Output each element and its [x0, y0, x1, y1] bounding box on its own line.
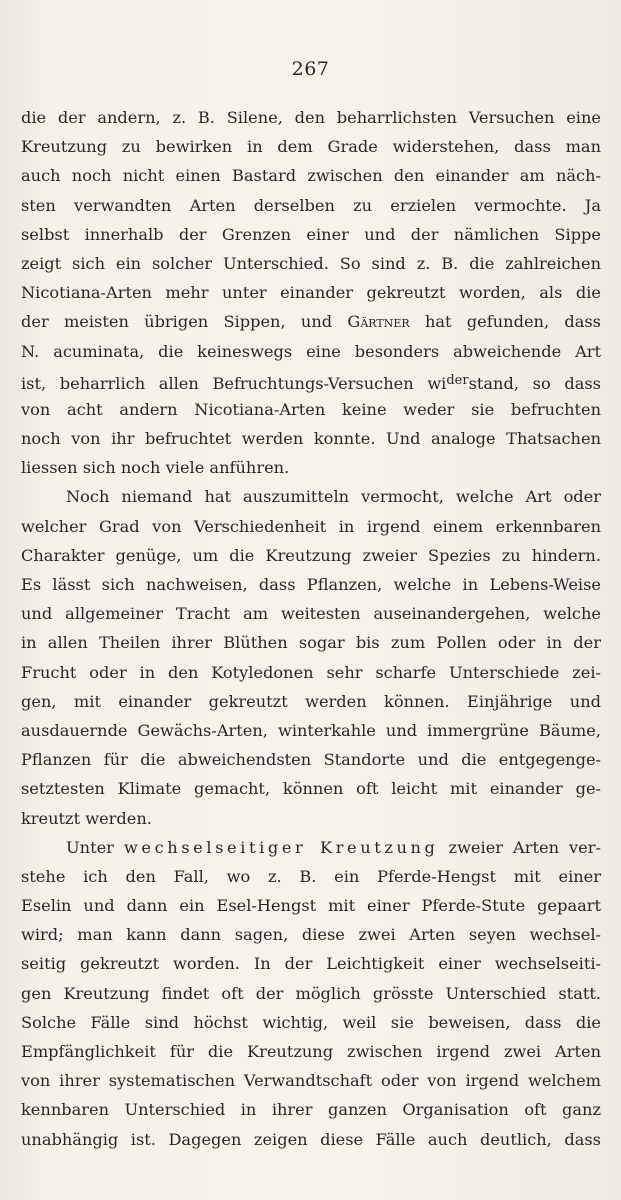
text-line: Pflanzen für die abweichendsten Standorte und die entgegenge-	[21, 750, 601, 770]
text-line: Nicotiana-Arten mehr unter einander gekreutzt worden, als die	[21, 283, 601, 303]
text-line: setztesten Klimate gemacht, können oft leicht mit einander ge-	[21, 779, 601, 799]
paragraph-start-line	[21, 833, 601, 862]
text-line: Frucht oder in den Kotyledonen sehr scharfe Unterschiede zei-	[21, 662, 601, 682]
text-line: seitig gekreutzt worden. In der Leichtigkeit einer wechselseiti-	[21, 954, 601, 974]
text-line: unabhängig ist. Dagegen zeigen diese Fälle auch deutlich, dass	[21, 1129, 601, 1149]
text-line	[21, 366, 601, 395]
text-line: wird; man kann dann sagen, diese zwei Arten seyen wechsel-	[21, 925, 601, 945]
emphasized-term: wechselseitiger Kreutzung	[123, 837, 439, 857]
text-line: stehe ich den Fall, wo z. B. ein Pferde-Hengst mit einer	[21, 866, 601, 886]
text-line: liessen sich noch viele anführen.	[21, 458, 290, 478]
text-fragment: ist, beharrlich allen Befruchtungs-Versuchen wi	[21, 373, 447, 393]
text-line: Solche Fälle sind höchst wichtig, weil sie beweisen, dass die	[21, 1012, 601, 1032]
text-line: N. acuminata, die keineswegs eine besonders abweichende Art	[21, 341, 601, 361]
text-line: selbst innerhalb der Grenzen einer und der nämlichen Sippe	[21, 224, 601, 244]
text-line: zeigt sich ein solcher Unterschied. So sind z. B. die zahlreichen	[21, 253, 601, 273]
text-line: gen Kreutzung findet oft der möglich grösste Unterschied statt.	[21, 983, 601, 1003]
page-number: 267	[291, 58, 330, 80]
text-line: in allen Theilen ihrer Blüthen sogar bis zum Pollen oder in der	[21, 633, 601, 653]
text-line: Kreutzung zu bewirken in dem Grade widerstehen, dass man	[21, 137, 601, 157]
text-line: ausdauernde Gewächs-Arten, winterkahle und immergrüne Bäume,	[21, 720, 601, 740]
text-line: Es lässt sich nachweisen, dass Pflanzen, welche in Lebens-Weise	[21, 575, 601, 594]
body-text	[21, 103, 601, 1154]
text-line: Empfänglichkeit für die Kreutzung zwischen irgend zwei Arten	[21, 1042, 601, 1061]
text-line: Eselin und dann ein Esel-Hengst mit einer Pferde-Stute gepaart	[21, 896, 601, 916]
text-line	[21, 307, 601, 336]
text-line: noch von ihr befruchtet werden konnte. Und analoge Thatsachen	[21, 429, 601, 449]
text-line: von ihrer systematischen Verwandtschaft oder von irgend welchem	[21, 1071, 601, 1091]
text-fragment: Unter	[66, 837, 114, 857]
text-line: kennbaren Unterschied in ihrer ganzen Organisation oft ganz	[21, 1100, 601, 1120]
text-fragment: hat gefunden, dass	[424, 312, 601, 332]
text-line: sten verwandten Arten derselben zu erzielen vermochte. Ja	[21, 195, 601, 215]
text-line: gen, mit einander gekreutzt werden können. Einjährige und	[21, 691, 601, 711]
text-line: Charakter genüge, um die Kreutzung zweier Spezies zu hindern.	[21, 545, 601, 565]
text-fragment: stand, so dass	[468, 373, 601, 393]
raised-type-fragment: der	[446, 372, 469, 388]
text-line: die der andern, z. B. Silene, den beharrlichsten Versuchen eine	[21, 108, 601, 127]
text-line: und allgemeiner Tracht am weitesten auseinandergehen, welche	[21, 604, 601, 624]
text-line: auch noch nicht einen Bastard zwischen den einander am näch-	[21, 166, 601, 186]
text-line: von acht andern Nicotiana-Arten keine weder sie befruchten	[21, 399, 601, 419]
text-fragment: der meisten übrigen Sippen, und	[21, 312, 333, 332]
author-name-smallcaps: Gärtner	[347, 312, 410, 332]
text-line: welcher Grad von Verschiedenheit in irgend einem erkennbaren	[21, 516, 601, 536]
paragraph-start-line: Noch niemand hat auszumitteln vermocht, welche Art oder	[66, 487, 601, 507]
text-line: kreutzt werden.	[21, 808, 152, 828]
text-fragment: zweier Arten ver-	[448, 837, 601, 857]
